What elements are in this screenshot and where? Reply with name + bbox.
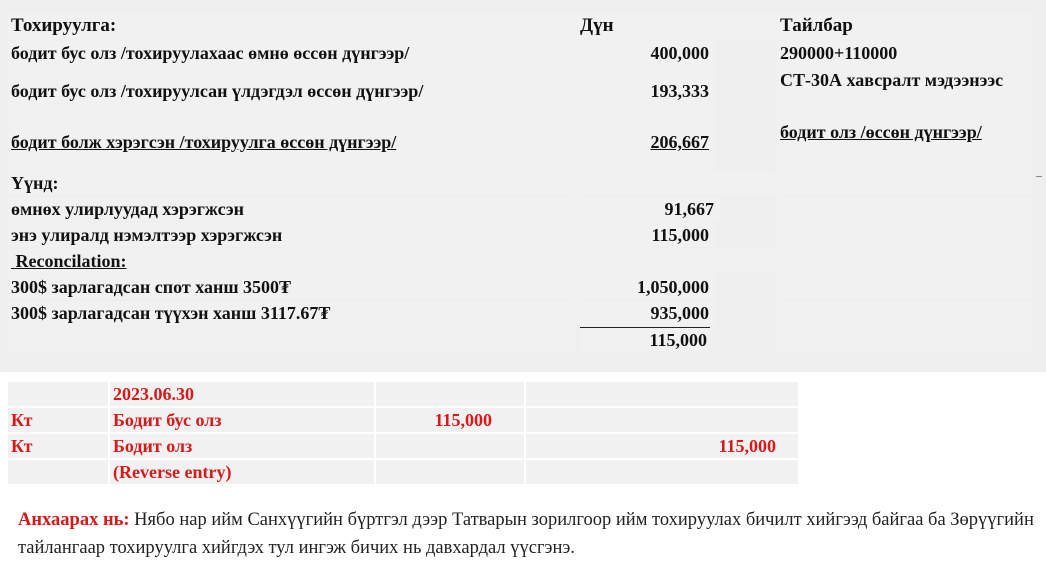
journal-debit-cell [376, 382, 524, 406]
row-description: энэ улиралд нэмэлтээр хэрэгжсэн [8, 223, 575, 247]
row-amount: 1,050,000 [577, 275, 715, 299]
row-remark [777, 327, 1033, 351]
row-remark: 290000+110000 [777, 41, 1033, 65]
warning-note [18, 506, 1038, 562]
row-description [8, 67, 575, 117]
row-remark [777, 275, 1033, 299]
journal-side-cell [8, 460, 108, 484]
row-amount-text: 193,333 [650, 81, 709, 101]
row-description-text: бодит болж хэрэгсэн /тохируулга өссөн дүнгээр/ [11, 132, 397, 152]
stray-dash [1036, 176, 1042, 177]
row-amount [577, 249, 775, 273]
row-amount: 935,000 [577, 301, 715, 325]
row-description [8, 249, 575, 273]
journal-reverse-note: (Reverse entry) [110, 460, 374, 484]
row-remark [777, 301, 1033, 325]
journal-debit-cell [376, 460, 524, 484]
row-remark [777, 223, 1033, 247]
row-description: бодит бус олз /тохируулахаас өмнө өссөн дүнгээр/ [8, 41, 575, 65]
row-remark [777, 197, 1033, 221]
row-amount: 115,000 [577, 223, 715, 247]
row-description: 300$ зарлагадсан спот ханш 3500₮ [8, 275, 575, 299]
row-remark [777, 249, 1033, 273]
journal-date: 2023.06.30 [110, 382, 374, 406]
row-description: өмнөх улирлуудад хэрэгжсэн [8, 197, 575, 221]
row-amount-text: 206,667 [650, 132, 709, 152]
journal-side: Кт [8, 434, 108, 458]
journal-account: Бодит бус олз [110, 408, 374, 432]
row-remark-text: бодит олз /өссөн дүнгээр/ [780, 122, 982, 142]
journal-credit [526, 408, 798, 432]
row-remark: СТ-30А хавсралт мэдээнээс [777, 67, 1033, 117]
header-amount: Дүн [577, 14, 775, 39]
row-description: Үүнд: [8, 171, 575, 195]
journal-side: Кт [8, 408, 108, 432]
row-amount: 91,667 [577, 197, 720, 221]
row-amount [577, 119, 715, 169]
row-amount [577, 67, 715, 117]
row-description [8, 327, 575, 351]
header-remark: Тайлбар [777, 14, 1033, 39]
row-description-text: Reconcilation: [11, 251, 127, 271]
row-amount: 400,000 [577, 41, 715, 65]
warning-label: Анхаарах нь: [18, 510, 130, 530]
journal-credit-cell [526, 382, 798, 406]
journal-debit: 115,000 [376, 408, 524, 432]
warning-text: Нябо нар ийм Санхүүгийн бүртгэл дээр Татварын зорилгоор ийм тохируулах бичилт хийгээд байгаа ба Зөрүүгийн тайлангаар тохируулга хийгдэх тул ингэж бичих нь давхардал үүсгэнэ. [18, 510, 1034, 558]
journal-credit-cell [526, 460, 798, 484]
journal-credit: 115,000 [526, 434, 798, 458]
row-description-text: бодит бус олз /тохируулсан үлдэгдэл өссөн дүнгээр/ [11, 81, 424, 101]
row-remark [777, 171, 1033, 195]
row-total-amount: 115,000 [580, 327, 710, 351]
header-description: Тохируулга: [8, 14, 575, 39]
journal-debit [376, 434, 524, 458]
row-remark [777, 119, 1033, 169]
row-description [8, 119, 575, 169]
row-description: 300$ зарлагадсан түүхэн ханш 3117.67₮ [8, 301, 575, 325]
journal-account: Бодит олз [110, 434, 374, 458]
row-amount [577, 171, 775, 195]
journal-side-cell [8, 382, 108, 406]
